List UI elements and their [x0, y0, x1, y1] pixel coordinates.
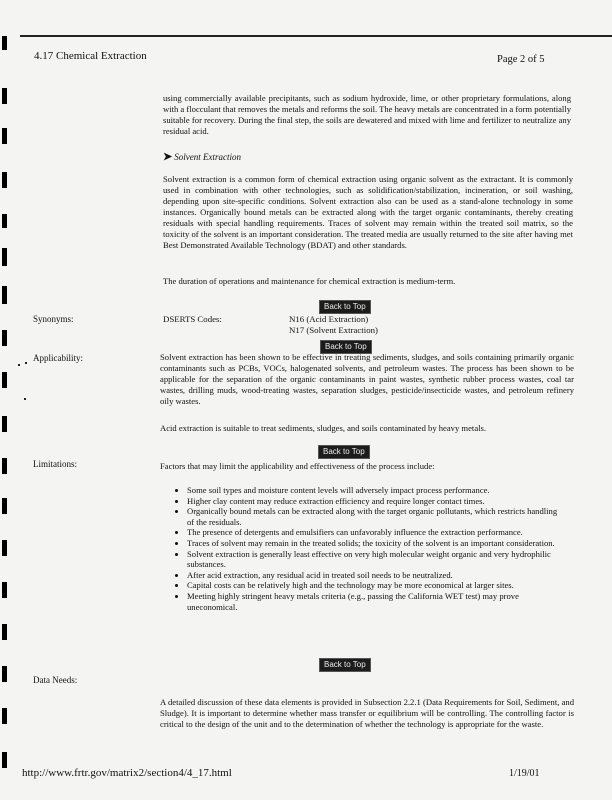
scan-mark	[2, 624, 7, 640]
footer-date: 1/19/01	[509, 768, 540, 779]
intro-paragraph: using commercially available precipitants, such as sodium hydroxide, lime, or other proprietary formulations, along with a flocculant that removes the metals and reforms the soil. The heavy metals are concentrated in a form potentially suitable for recovery. During the final step, the soils are dewatered and mixed with lime and fertilizer to neutralize any residual acid.	[163, 93, 571, 136]
list-item: • After acid extraction, any residual acid in treated soil needs to be neutralized.	[187, 570, 559, 581]
limitations-label: Limitations:	[33, 459, 77, 469]
list-item: • Higher clay content may reduce extraction efficiency and require longer contact times.	[187, 496, 559, 507]
scan-mark	[2, 666, 7, 682]
data-needs-paragraph: A detailed discussion of these data elements is provided in Subsection 2.2.1 (Data Requirements for Soil, Sediment, and Sludge). It is important to determine whether mass transfer or equilibrium will be controlling. The controlling factor is critical to the design of the unit and to the determination of whether the technology is appropriate for the waste.	[160, 697, 574, 729]
footer-url: http://www.frtr.gov/matrix2/section4/4_17.html	[22, 767, 232, 779]
scan-mark	[2, 582, 7, 598]
scan-mark	[2, 36, 7, 50]
list-item: • The presence of detergents and emulsifiers can unfavorably influence the extraction performance.	[187, 527, 559, 538]
scan-mark	[2, 128, 7, 144]
list-item: • Solvent extraction is generally least effective on very high molecular weight organic and very hydrophilic substances.	[187, 549, 559, 570]
scan-speck	[25, 362, 27, 364]
synonyms-label: Synonyms:	[33, 314, 74, 324]
dserts-codes-list	[289, 314, 378, 336]
list-item: • Some soil types and moisture content levels will adversely impact process performance.	[187, 485, 559, 496]
list-item: • Capital costs can be relatively high and the technology may be more economical at larger sites.	[187, 580, 559, 591]
back-to-top-button[interactable]: Back to Top	[318, 445, 370, 459]
limitations-intro: Factors that may limit the applicability and effectiveness of the process include:	[160, 461, 435, 471]
duration-paragraph: The duration of operations and maintenance for chemical extraction is medium-term.	[163, 276, 456, 286]
scan-mark	[2, 372, 7, 388]
solvent-extraction-heading	[163, 150, 241, 163]
scan-mark	[2, 172, 7, 188]
back-to-top-button[interactable]: Back to Top	[319, 658, 371, 672]
dserts-codes-label: DSERTS Codes:	[163, 314, 222, 324]
acid-extraction-paragraph: Acid extraction is suitable to treat sediments, sludges, and soils contaminated by heavy metals.	[160, 423, 487, 433]
section-title: 4.17 Chemical Extraction	[34, 50, 147, 62]
scan-mark	[2, 540, 7, 556]
scan-mark	[2, 708, 7, 724]
scan-mark	[2, 330, 7, 346]
header-rule	[20, 35, 612, 37]
scan-mark	[2, 248, 7, 266]
list-item: • Traces of solvent may remain in the treated solids; the toxicity of the solvent is an important consideration.	[187, 538, 559, 549]
back-to-top-button[interactable]: Back to Top	[320, 340, 372, 354]
solvent-paragraph: Solvent extraction is a common form of chemical extraction using organic solvent as the extractant. It is commonly used in combination with other technologies, such as solidification/stabilization, incineration, or soil washing, depending upon site-specific conditions. Solvent extraction also can be used as a stand-alone technology in some instances. Organically bound metals can be extracted along with the target organic contaminants, thereby creating residuals with special handling requirements. Traces of solvent may remain within the treated soil matrix, so the toxicity of the solvent is an important consideration. The treated media are usually returned to the site after having met Best Demonstrated Available Technology (BDAT) and other standards.	[163, 174, 573, 250]
scan-mark	[2, 214, 7, 228]
list-item: • Meeting highly stringent heavy metals criteria (e.g., passing the California WET test) may prove uneconomical.	[187, 591, 559, 612]
scan-mark	[2, 88, 7, 104]
page-number: Page 2 of 5	[497, 54, 545, 65]
applicability-label: Applicability:	[33, 353, 83, 363]
data-needs-label: Data Needs:	[33, 675, 78, 685]
code-item: N17 (Solvent Extraction)	[289, 325, 378, 335]
list-item: • Organically bound metals can be extracted along with the target organic pollutants, which restricts handling of the residuals.	[187, 506, 559, 527]
applicability-paragraph: Solvent extraction has been shown to be effective in treating sediments, sludges, and soils containing primarily organic contaminants such as PCBs, VOCs, halogenated solvents, and petroleum wastes. The process has been shown to be applicable for the separation of the organic contaminants in paint wastes, synthetic rubber process wastes, coal tar wastes, drilling muds, wood-treating wastes, separation sludges, pesticide/insecticide wastes, and petroleum refinery oily wastes.	[160, 352, 574, 406]
scan-mark	[2, 286, 7, 304]
limitations-list	[175, 485, 559, 612]
scan-mark	[2, 416, 7, 432]
arrow-bullet-icon: ➤	[163, 151, 173, 163]
scan-mark	[2, 498, 7, 514]
code-item: N16 (Acid Extraction)	[289, 314, 369, 324]
scan-mark	[2, 458, 7, 474]
back-to-top-button[interactable]: Back to Top	[319, 300, 371, 314]
scan-speck	[18, 364, 20, 366]
scan-speck	[24, 398, 26, 400]
solvent-heading-text: Solvent Extraction	[174, 152, 241, 162]
scan-mark	[2, 752, 7, 768]
